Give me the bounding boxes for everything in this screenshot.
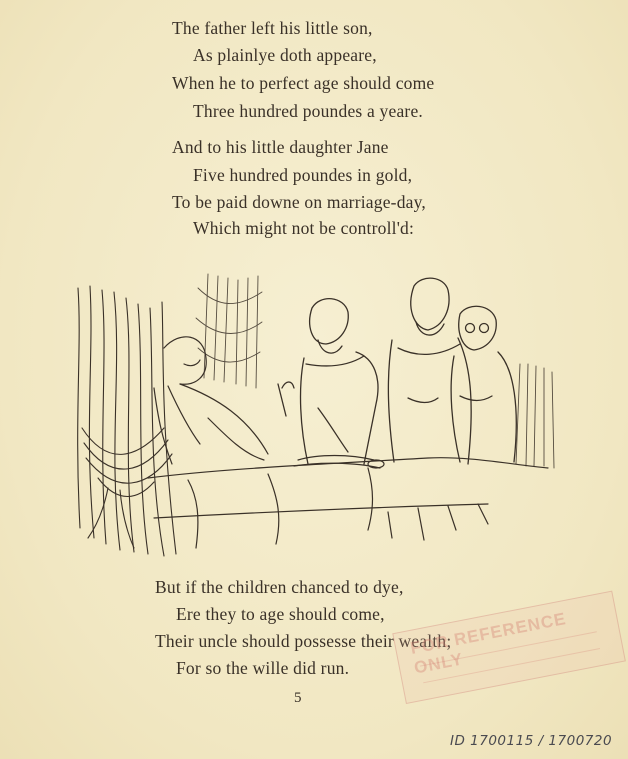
reference-stamp xyxy=(392,591,626,704)
verse-line: For so the wille did run. xyxy=(176,658,350,678)
catalog-id: ID 1700115 / 1700720 xyxy=(450,733,613,749)
verse-line: The father left his little son, xyxy=(172,18,373,38)
verse-line: Their uncle should possesse their wealth; xyxy=(155,631,452,651)
verse-line: And to his little daughter Jane xyxy=(172,137,389,157)
verse-line: To be paid downe on marriage-day, xyxy=(172,192,427,212)
verse-line: When he to perfect age should come xyxy=(172,73,435,93)
verse-line: But if the children chanced to dye, xyxy=(155,577,404,597)
verse-line: Ere they to age should come, xyxy=(176,604,385,624)
stamp-text: FOR REFERENCE ONLY xyxy=(408,609,568,678)
verse-line: As plainlye doth appeare, xyxy=(193,45,377,65)
engraving-icon xyxy=(68,268,564,560)
verse-line: Five hundred poundes in gold, xyxy=(193,165,413,185)
page-number: 5 xyxy=(294,690,302,706)
deathbed-scene-illustration xyxy=(68,268,564,560)
verse-line: Three hundred poundes a yeare. xyxy=(193,101,423,121)
verse-line: Which might not be controll'd: xyxy=(193,218,415,238)
